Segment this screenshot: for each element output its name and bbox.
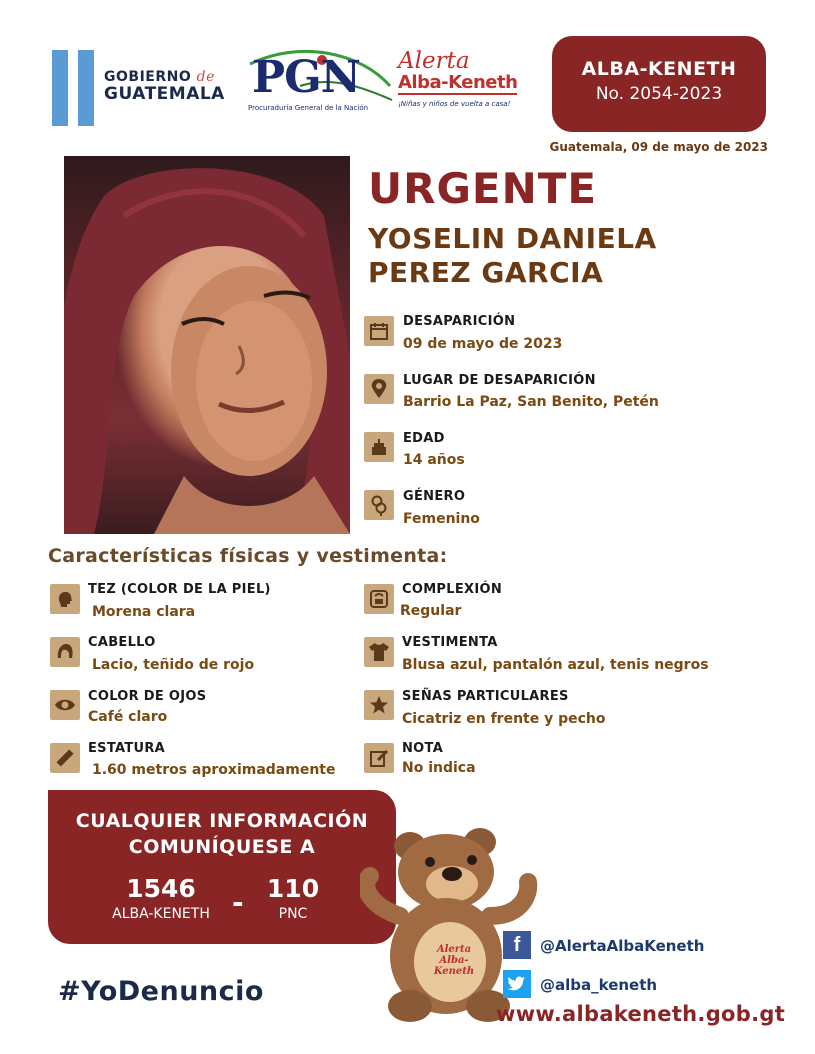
clothing-value: Blusa azul, pantalón azul, tenis negros bbox=[402, 657, 709, 673]
case-title: ALBA-KENETH bbox=[581, 58, 737, 80]
guatemala-label: GUATEMALA bbox=[104, 84, 225, 104]
pgn-logo-text: PGN bbox=[252, 52, 360, 103]
gender-value: Femenino bbox=[403, 511, 480, 527]
pgn-subtitle: Procuraduría General de la Nación bbox=[248, 104, 369, 112]
clothing-label: VESTIMENTA bbox=[402, 635, 498, 650]
eye-color-value: Café claro bbox=[88, 709, 168, 725]
phone-separator: - bbox=[232, 886, 244, 919]
skin-tone-label: TEZ (COLOR DE LA PIEL) bbox=[88, 582, 271, 597]
alerta-logo-top: Alerta bbox=[398, 48, 470, 74]
alerta-logo-slogan: ¡Niñas y niños de vuelta a casa! bbox=[398, 100, 511, 108]
disappearance-date-label: DESAPARICIÓN bbox=[403, 314, 516, 329]
alerta-logo-main: Alba-Keneth bbox=[398, 72, 518, 93]
star-icon bbox=[364, 690, 394, 720]
gobierno-label: GOBIERNO bbox=[104, 69, 192, 85]
gobierno-de: de bbox=[196, 69, 215, 85]
characteristics-title: Características físicas y vestimenta: bbox=[48, 545, 448, 567]
gender-label: GÉNERO bbox=[403, 489, 466, 504]
calendar-icon bbox=[364, 316, 394, 346]
phone-pnc-label: PNC bbox=[278, 906, 308, 922]
phone-alba-keneth[interactable]: 1546 bbox=[126, 874, 196, 903]
note-edit-icon bbox=[364, 743, 394, 773]
gender-icon bbox=[364, 490, 394, 520]
build-value: Regular bbox=[400, 603, 462, 619]
hair-label: CABELLO bbox=[88, 635, 156, 650]
disappearance-place-label: LUGAR DE DESAPARICIÓN bbox=[403, 373, 596, 388]
height-value: 1.60 metros aproximadamente bbox=[92, 762, 336, 778]
hair-icon bbox=[50, 637, 80, 667]
age-value: 14 años bbox=[403, 452, 465, 468]
twitter-handle[interactable]: @alba_keneth bbox=[540, 976, 658, 994]
build-label: COMPLEXIÓN bbox=[402, 582, 503, 597]
case-number-box bbox=[552, 36, 766, 132]
mascot-badge: Alerta Alba-Keneth bbox=[433, 944, 475, 977]
pgn-logo bbox=[240, 46, 400, 118]
distinguishing-marks-label: SEÑAS PARTICULARES bbox=[402, 689, 569, 704]
hair-value: Lacio, teñido de rojo bbox=[92, 657, 255, 673]
hashtag: #YoDenuncio bbox=[58, 976, 264, 1007]
gobierno-guatemala-logo-bars bbox=[52, 50, 100, 126]
website-link[interactable]: www.albakeneth.gob.gt bbox=[496, 1002, 786, 1026]
case-number: No. 2054-2023 bbox=[595, 84, 723, 104]
height-label: ESTATURA bbox=[88, 741, 166, 756]
person-name-last: PEREZ GARCIA bbox=[368, 256, 604, 289]
distinguishing-marks-value: Cicatriz en frente y pecho bbox=[402, 711, 606, 727]
person-name-first: YOSELIN DANIELA bbox=[368, 222, 657, 255]
contact-heading-line1: CUALQUIER INFORMACIÓN bbox=[75, 810, 369, 832]
scale-icon bbox=[364, 584, 394, 614]
skin-tone-value: Morena clara bbox=[92, 604, 196, 620]
age-label: EDAD bbox=[403, 431, 445, 446]
eye-color-label: COLOR DE OJOS bbox=[88, 689, 207, 704]
tshirt-icon bbox=[364, 637, 394, 667]
note-label: NOTA bbox=[402, 741, 444, 756]
disappearance-date-value: 09 de mayo de 2023 bbox=[403, 336, 563, 352]
missing-person-photo bbox=[64, 156, 350, 534]
issue-date: Guatemala, 09 de mayo de 2023 bbox=[549, 140, 768, 154]
note-value: No indica bbox=[402, 760, 476, 776]
head-profile-icon bbox=[50, 584, 80, 614]
ruler-icon bbox=[50, 743, 80, 773]
facebook-handle[interactable]: @AlertaAlbaKeneth bbox=[540, 937, 705, 955]
alerta-alba-keneth-logo bbox=[398, 48, 538, 118]
eye-icon bbox=[50, 690, 80, 720]
twitter-icon[interactable] bbox=[503, 970, 531, 998]
phone-alba-keneth-label: ALBA-KENETH bbox=[112, 906, 210, 922]
cake-icon bbox=[364, 432, 394, 462]
disappearance-place-value: Barrio La Paz, San Benito, Petén bbox=[403, 394, 659, 410]
phone-pnc[interactable]: 110 bbox=[266, 874, 320, 903]
contact-heading-line2: COMUNÍQUESE A bbox=[128, 836, 316, 858]
contact-panel bbox=[48, 790, 396, 944]
gobierno-guatemala-logo bbox=[104, 70, 244, 103]
facebook-icon[interactable]: f bbox=[503, 931, 531, 959]
location-pin-icon bbox=[364, 374, 394, 404]
urgent-heading: URGENTE bbox=[368, 164, 598, 213]
